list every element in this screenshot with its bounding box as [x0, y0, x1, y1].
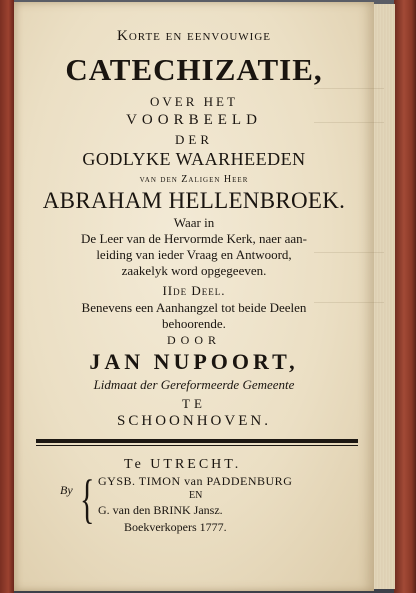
title-line-12: zaakelyk word opgegeeven. [121, 263, 267, 278]
imprint-city: Te UTRECHT. [124, 457, 242, 472]
imprint-printer-1: GYSB. TIMON van PADDENBURG [98, 474, 293, 488]
main-title: CATECHIZATIE, [65, 52, 323, 87]
title-page [14, 2, 374, 591]
title-line-11: leiding van ieder Vraag en Antwoord, [96, 247, 292, 262]
page-edges [372, 4, 395, 589]
title-line-19: TE [182, 396, 206, 411]
curly-brace-icon: { [80, 470, 95, 530]
title-line-6: GODLYKE WAARHEEDEN [82, 149, 306, 169]
title-line-5: DER [175, 132, 213, 147]
title-line-14: Benevens een Aanhangzel tot beide Deelen [81, 300, 307, 315]
divider-thick [36, 439, 358, 443]
place-name: SCHOONHOVEN. [117, 413, 271, 429]
compiler-name: JAN NUPOORT, [89, 349, 299, 374]
title-line-9: Waar in [173, 215, 215, 230]
title-line-15: behoorende. [162, 316, 226, 331]
title-line-7: van den Zaligen Heer [139, 174, 249, 185]
divider-thin [36, 445, 358, 446]
imprint-and: EN [189, 490, 203, 501]
imprint-by: By [60, 483, 73, 497]
book-cover-right [394, 0, 416, 593]
author-name: ABRAHAM HELLENBROEK. [42, 188, 346, 213]
volume-label: IIde Deel. [162, 283, 226, 298]
title-line-16: DOOR [166, 333, 221, 347]
imprint-printer-2: G. van den BRINK Jansz. [98, 503, 223, 517]
title-line-18: Lidmaat der Gereformeerde Gemeente [93, 377, 295, 392]
title-line-10: De Leer van de Hervormde Kerk, naer aan- [81, 231, 307, 246]
title-line-4: VOORBEELD [126, 112, 262, 128]
show-through-text [314, 88, 384, 89]
title-line-3: OVER HET [150, 94, 238, 109]
imprint-trade-year: Boekverkopers 1777. [124, 520, 227, 534]
title-line-1: Korte en eenvouwige [117, 28, 271, 44]
book-cover-left [0, 0, 14, 593]
